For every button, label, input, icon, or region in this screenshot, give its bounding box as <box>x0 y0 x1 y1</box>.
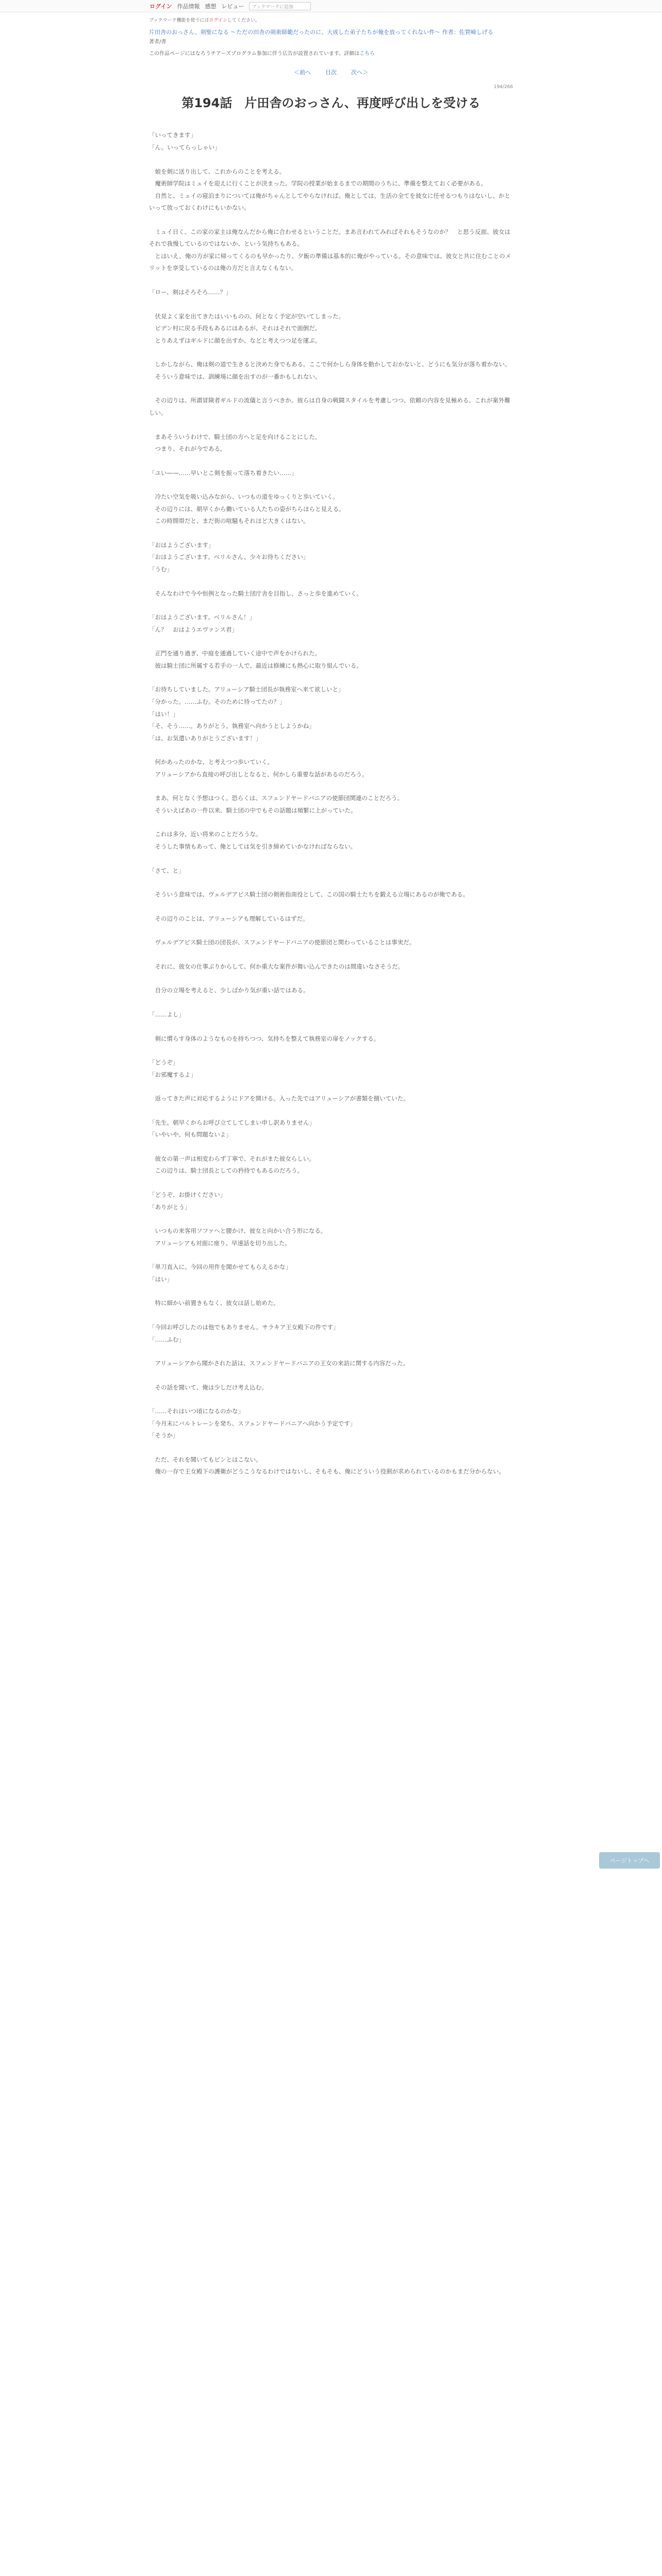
body-paragraph: 「今月末にバルトレーンを発ち、スフェンドヤードバニアへ向かう予定です」 <box>149 1419 356 1427</box>
body-paragraph <box>149 1081 513 1093</box>
body-paragraph <box>149 781 513 792</box>
body-paragraph: その辺りには、朝早くから働いている人たちの姿がちらほらと見える。 <box>149 505 345 513</box>
chapter-pager <box>149 68 513 76</box>
body-paragraph: いつもの来客用ソファへと腰かけ、彼女と向かい合う形になる。 <box>149 1227 327 1235</box>
body-paragraph: 「ん？ おはようエヴァンス君」 <box>149 625 238 633</box>
body-paragraph: 「おはようございます。ベリルさん、少々お待ちください」 <box>149 553 309 561</box>
body-paragraph: 何かあったのかな、と考えつつ歩いていく。 <box>149 758 273 766</box>
body-paragraph: 自分の立場を考えると、少しばかり気が重い話ではある。 <box>149 987 309 994</box>
body-paragraph: 「……よし」 <box>149 1010 185 1018</box>
body-paragraph <box>149 347 513 359</box>
nav-link-review[interactable]: レビュー <box>221 3 244 10</box>
body-paragraph <box>149 1045 513 1057</box>
body-paragraph: 「ユい——……早いとこ剣を振って落ち着きたい……」 <box>149 469 297 477</box>
body-paragraph: 「ロー、剣はそろそろ……？」 <box>149 289 232 296</box>
next-chapter-link[interactable]: 次へ＞ <box>351 69 368 76</box>
body-paragraph <box>149 636 513 648</box>
body-paragraph: 伏見よく家を出てきたはいいものの、何となく予定が空いてしまった。 <box>149 312 345 320</box>
body-paragraph <box>149 528 513 539</box>
body-paragraph: まあそういうわけで、騎士団の方へと足を向けることにした。 <box>149 433 321 440</box>
body-paragraph: その辺りのことは、アリューシアも理解しているはずだ。 <box>149 914 309 922</box>
nav-link-info[interactable]: 作品情報 <box>177 3 200 10</box>
body-paragraph <box>149 877 513 889</box>
body-paragraph: それに、彼女の仕事ぶりからして、何か重大な案件が舞い込んできたのは間違いなさそうだ。 <box>149 962 404 970</box>
body-paragraph <box>149 1141 513 1153</box>
body-paragraph: 「分かった。……ふむ。そのために待ってたの？」 <box>149 698 286 705</box>
body-paragraph: 正門を通り過ぎ、中庭を通過していく途中で声をかけられた。 <box>149 650 321 657</box>
body-paragraph <box>149 455 513 467</box>
body-paragraph: 「そ、そう……。ありがとう。執務室へ向かうとしようかね」 <box>149 722 315 730</box>
login-inline-link[interactable]: ログイン <box>209 18 227 23</box>
body-paragraph: 特に細かい前置きもなく、彼女は話し始めた。 <box>149 1299 279 1307</box>
ad-notice-link[interactable]: こちら <box>359 51 375 57</box>
body-paragraph: これは多分、近い将来のことだろうな。 <box>149 831 262 838</box>
ad-notice: この作品ページにはなろうチアーズプログラム参加に伴う広告が設置されています。詳細はこちら <box>149 51 375 57</box>
body-paragraph: ヴェルデアピス騎士団の団長が、スフェンドヤードバニアの使節団と関わっていることは事実だ。 <box>149 939 416 946</box>
body-paragraph <box>149 576 513 588</box>
body-paragraph: そういう意味では、ヴェルデアピス騎士団の剣術指南役として、この国の騎士たちを鍛える立場にあるのが俺である。 <box>149 891 469 899</box>
body-paragraph <box>149 1310 513 1321</box>
body-paragraph: 「どうぞ」 <box>149 1059 179 1066</box>
chapter-title: 第194話 片田舎のおっさん、再度呼び出しを受ける <box>181 96 481 111</box>
body-paragraph: しかしながら、俺は剣の道で生きると決めた身でもある。ここで何かしら身体を動かしておかないと、どうにも気分が落ち着かない。 <box>149 361 511 368</box>
body-paragraph: 「ん。いってらっしゃい」 <box>149 143 221 151</box>
body-paragraph: とりあえずはギルドに顔を出すか、などと考えつつ足を運ぶ。 <box>149 336 321 344</box>
login-link[interactable]: ログイン <box>150 3 172 10</box>
body-paragraph: 「そうか」 <box>149 1432 179 1439</box>
body-paragraph: 「今回お呼びしたのは他でもありません。サラキア王女殿下の件です」 <box>149 1323 339 1331</box>
body-paragraph <box>149 479 513 491</box>
body-paragraph: 返ってきた声に対応するようにドアを開ける。入った先ではアリューシアが書類を捌いていた。 <box>149 1095 409 1103</box>
body-paragraph <box>149 925 513 937</box>
body-paragraph: とはいえ、俺の方が家に帰ってくるのも早かったり、夕飯の準備は基本的に俺がやっている。その意味では、彼女と共に住むことのメリットを享受しているのは俺の方だと言えなくもない。 <box>149 252 511 272</box>
top-navigation-bar <box>0 0 662 12</box>
body-paragraph <box>149 275 513 286</box>
body-paragraph <box>149 1021 513 1033</box>
body-paragraph <box>149 1442 513 1454</box>
body-paragraph: 「ありがとう」 <box>149 1203 191 1211</box>
body-paragraph: 娘を剣に送り出して、これからのことを考える。 <box>149 167 286 175</box>
body-paragraph <box>149 1394 513 1405</box>
body-paragraph <box>149 997 513 1009</box>
body-paragraph: その話を聞いて、俺は少しだけ考え込む。 <box>149 1383 268 1391</box>
body-paragraph: 「……それはいつ頃になるのかな」 <box>149 1408 244 1415</box>
body-paragraph: 「はい！」 <box>149 710 179 718</box>
body-paragraph <box>149 1105 513 1117</box>
body-paragraph: アリューシアから聞かされた話は、スフェンドヤードバニアの王女の来訪に関する内容だった。 <box>149 1360 409 1367</box>
body-paragraph: ただ、それを聞いてもピンとはこない。 <box>149 1455 262 1463</box>
bookmark-notice: ブックマーク機能を使うにはログインしてください。 <box>149 18 260 23</box>
body-paragraph <box>149 817 513 828</box>
body-paragraph: つまり、それが今である。 <box>149 445 226 453</box>
body-paragraph <box>149 853 513 865</box>
body-paragraph: ビデン村に戻る手段もあるにはあるが、それはそれで面倒だ。 <box>149 325 321 332</box>
body-paragraph <box>149 744 513 756</box>
body-paragraph: 彼は騎士団に所属する若手の一人で、最近は修練にも熱心に取り組んでいる。 <box>149 662 362 669</box>
prev-chapter-link[interactable]: ＜前へ <box>294 69 311 76</box>
body-paragraph: 「さて、と」 <box>149 867 185 874</box>
body-paragraph: 冷たい空気を吸い込みながら、いつもの道をゆっくりと歩いていく。 <box>149 493 339 501</box>
body-paragraph: 「単刀直入に。今回の用件を聞かせてもらえるかな」 <box>149 1263 291 1271</box>
body-paragraph <box>149 600 513 612</box>
toc-link[interactable]: 目次 <box>325 69 337 76</box>
body-paragraph: アリューシアから直接の呼び出しとなると、何かしら重要な話があるのだろう。 <box>149 770 368 778</box>
body-paragraph <box>149 1285 513 1297</box>
body-paragraph: まあ、何となく予想はつく。恐らくは、スフェンドヤードバニアの使節団関連のことだろう。 <box>149 794 403 802</box>
body-paragraph: そうした事情もあって、俺としては気を引き締めていかなければならない。 <box>149 843 357 851</box>
body-paragraph: 「お邪魔するよ」 <box>149 1071 196 1078</box>
body-paragraph: 「……ふむ」 <box>149 1335 185 1343</box>
chapter-body <box>149 129 513 1478</box>
body-paragraph <box>149 419 513 431</box>
body-paragraph: 「は、お気遣いありがとうございます！」 <box>149 734 262 742</box>
body-paragraph: 剣に慣らす身体のようなものを持ちつつ、気持ちを整えて執務室の扉をノックする。 <box>149 1035 380 1042</box>
body-paragraph: 「おはようございます」 <box>149 541 214 549</box>
body-paragraph: そういえばあの一件以来、騎士団の中でもその話題は頻繁に上がっていた。 <box>149 806 357 814</box>
body-paragraph: 彼女の第一声は相変わらず丁寧で、それがまた彼女らしい。 <box>149 1155 315 1162</box>
author-label: 著者/書 <box>149 39 167 45</box>
body-paragraph <box>149 154 513 166</box>
body-paragraph: 「はい」 <box>149 1275 173 1283</box>
body-paragraph <box>149 1346 513 1358</box>
body-paragraph: その辺りは、所謂冒険者ギルドの流儀と言うべきか。彼らは自身の戦闘スタイルを考慮しつつ、依頼の内容を見極める。これが案外難しい。 <box>149 397 510 416</box>
body-paragraph <box>149 901 513 913</box>
body-paragraph: この辺りは、騎士団長としての矜持でもあるのだろう。 <box>149 1167 303 1175</box>
body-paragraph <box>149 672 513 684</box>
body-paragraph <box>149 1370 513 1382</box>
body-paragraph: 「いってきます」 <box>149 131 196 139</box>
series-title-link[interactable]: 片田舎のおっさん、剣聖になる ～ただの田舎の剣術師範だったのに、大成した弟子たちが俺を放ってくれない件～ 作者：佐賀崎しげる <box>149 29 493 36</box>
body-paragraph: 俺の一存で王女殿下の護衛がどうこうなるわけではないし、そもそも、俺にどういう役割が求められているのかもまだ分からない。 <box>149 1468 505 1476</box>
body-paragraph <box>149 973 513 985</box>
body-paragraph: そういう意味では、訓練場に顔を出すのが一番かもしれない。 <box>149 372 321 380</box>
body-paragraph <box>149 949 513 961</box>
main-content <box>149 16 513 1478</box>
chapter-number: 194/266 <box>493 84 513 90</box>
bookmark-button[interactable]: ブックマークに追加 <box>249 2 311 10</box>
body-paragraph: 魔術師学院はミュイを迎えに行くことが決まった。学院の授業が始まるまでの期間のうちに、準備を整えておく必要がある。 <box>149 180 487 188</box>
body-paragraph: 「おはようございます。ベリルさん！」 <box>149 614 256 621</box>
body-paragraph: 「いやいや、何も問題ないよ」 <box>149 1131 232 1139</box>
body-paragraph: そんなわけで今や恒例となった騎士団庁舎を目指し、さっと歩を進めていく。 <box>149 589 362 597</box>
body-paragraph <box>149 383 513 395</box>
body-paragraph <box>149 1177 513 1189</box>
body-paragraph: 「うむ」 <box>149 566 173 573</box>
body-paragraph: 自然と、ミュイの寝泊まりについては俺がちゃんとしてやらなければ。俺としては、生活の全てを彼女に任せるつもりはないし、かといって放っておくわけにもいかない。 <box>149 192 510 212</box>
body-paragraph: アリューシアも対面に座り、早速話を切り出した。 <box>149 1239 291 1247</box>
body-paragraph: 「お待ちしていました。アリューシア騎士団長が執務室へ来て欲しいと」 <box>149 686 344 693</box>
body-paragraph: 「先生。朝早くからお呼び立てしてしまい申し訳ありません」 <box>149 1118 315 1126</box>
body-paragraph: ミュイ日く、この家の家主は俺なんだから俺に合わせるということだ。まあ言われてみればそれもそうなのか？ と思う反面、彼女はそれで我慢しているのではないか、という気持ちもある。 <box>149 228 511 248</box>
body-paragraph <box>149 1213 513 1225</box>
body-paragraph: 「どうぞ、お掛けください」 <box>149 1191 226 1199</box>
body-paragraph: この時間帯だと、まだ街の喧騒もそれほど大きくはない。 <box>149 517 309 525</box>
body-paragraph <box>149 214 513 226</box>
body-paragraph <box>149 1249 513 1261</box>
page-top-button[interactable]: ページトップへ <box>599 1852 660 1869</box>
nav-link-reviews[interactable]: 感想 <box>205 3 217 10</box>
body-paragraph <box>149 299 513 311</box>
